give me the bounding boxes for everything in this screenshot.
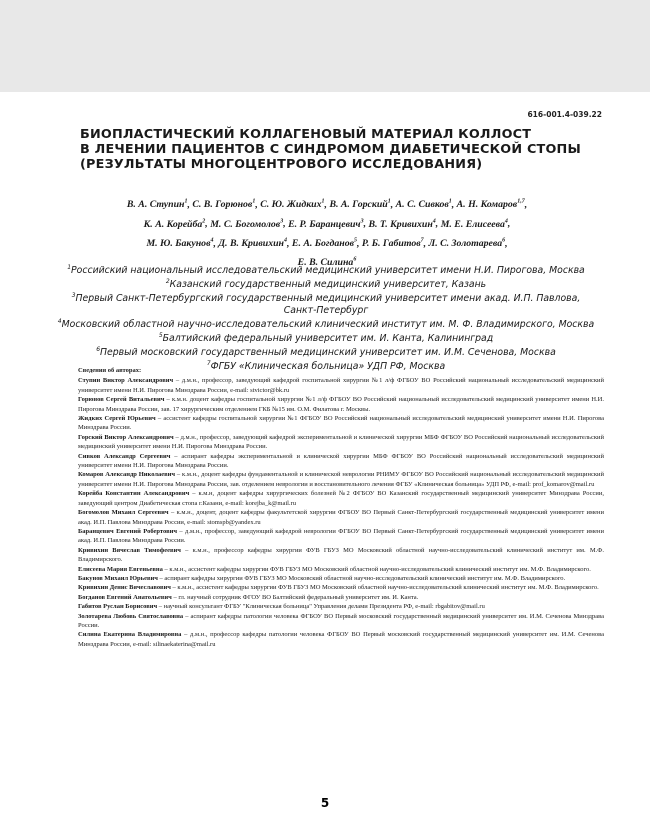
author-name: В. А. Ступин xyxy=(126,199,185,211)
author-info-entry xyxy=(78,527,604,546)
author xyxy=(396,199,452,210)
author-info-entry xyxy=(78,565,604,574)
author-name: С. В. Горюнов xyxy=(192,199,253,211)
author-info-text: – д.м.н., профессор, заведующий кафедрой экспериментальной и клинической хирургии МБФ ФГБОУ ВО Российский национальный исследовательский медицинский университет имени Н.И. Пирогова Минздрава России. xyxy=(78,433,605,451)
author-name: Д. В. Кривихин xyxy=(218,237,284,249)
author-name: Р. Б. Габитов xyxy=(361,237,421,249)
author-info-name: Елисеева Мария Евгеньевна xyxy=(78,565,163,573)
author-info-name: Богданов Евгений Анатольевич xyxy=(78,593,172,601)
author-list: В. А. Ступин$^1$, С. В. Горюнов$^1$, С. Ю. Жидких$^1$, В. А. Горский$^1$, А. С. Сивков$^1$, А. Н. Комаров$^{1,7}$, К. А. Корейба$^2$, М. С. Богомолов$^3$, Е. Р. Баранцевич$^3$, В. Т. Кривихин$^4$, М. Е. Елисеева$^4$, М. Ю. Бакунов$^4$, Д. В. Кривихин$^4$, Е. А. Богданов$^5$, Р. Б. Габитов$^7$, Л. С. Золотарева$^6$, Е. В. Силина$^6$ xyxy=(126,199,528,269)
author-info-entry xyxy=(78,376,604,395)
author-name: Е. А. Богданов xyxy=(291,237,354,249)
author-affiliation-index: 4 xyxy=(504,218,508,225)
author-info-name: Кривихин Вячеслав Тимофеевич xyxy=(78,546,181,554)
author xyxy=(288,219,363,230)
author-name: Е. В. Силина xyxy=(297,257,354,269)
author-info-entry xyxy=(78,433,604,452)
author-name: М. Ю. Бакунов xyxy=(146,237,211,249)
affiliation-index: 4 xyxy=(57,317,62,325)
author-name: А. Н. Комаров xyxy=(456,199,518,211)
author-info-entry xyxy=(78,508,604,527)
affiliation-text: ФГБУ «Клиническая больница» УДП РФ, Москва xyxy=(210,361,446,373)
article-title xyxy=(80,127,600,172)
author xyxy=(127,199,188,210)
affiliation-index: 7 xyxy=(206,360,211,368)
author-affiliation-index: 5 xyxy=(353,237,357,244)
author xyxy=(218,238,287,249)
author-info-name: Золотарева Любовь Святославовна xyxy=(78,612,184,620)
author-info-entry xyxy=(78,414,604,433)
author-info-text: – научный консультант ФГБУ "Клиническая больница" Управления делами Президента РФ, e-mail: rbgabitov@mail.ru xyxy=(157,603,485,611)
author-affiliation-index: 7 xyxy=(420,237,424,244)
author-name: В. Т. Кривихин xyxy=(368,218,433,230)
affiliation-text: Московский областной научно-исследовательский клинический институт им. М. Ф. Владимирского, Москва xyxy=(61,318,595,330)
author-info-text: – аспирант кафедры экспериментальной и клинической хирургии МБФ ФГБОУ ВО Российский национальный исследовательский медицинский университет имени Н.И. Пирогова Минздрава России. xyxy=(78,452,604,470)
affiliation-text: Первый московский государственный медицинский университет им. И.М. Сеченова, Москва xyxy=(100,347,556,359)
affiliation-text: Казанский государственный медицинский университет, Казань xyxy=(169,279,487,291)
affiliation-text: Санкт-Петербург xyxy=(283,304,369,316)
affiliation-index: 3 xyxy=(71,292,76,300)
author-info-entry xyxy=(78,452,604,471)
author-info-name: Кривихин Денис Вячеславович xyxy=(78,584,171,592)
author xyxy=(210,219,283,230)
author-info-text: – аспирант кафедры патологии человека ФГБОУ ВО Первый московский государственный медицинский университет им. И.М. Сеченова Минздрава России. xyxy=(78,612,604,629)
affiliation xyxy=(48,276,604,290)
title-line: В ЛЕЧЕНИИ ПАЦИЕНТОВ С СИНДРОМОМ ДИАБЕТИЧЕСКОЙ СТОПЫ xyxy=(80,142,581,157)
author xyxy=(368,219,435,230)
affiliation-text: Первый Санкт-Петербургский государственный медицинский университет имени акад. И.П. Павлова, xyxy=(75,293,581,305)
author-affiliation-index: 1 xyxy=(448,199,452,205)
affiliations xyxy=(48,262,604,372)
author-info-entry xyxy=(78,593,604,602)
affiliation xyxy=(48,305,604,316)
author-info-name: Баранцевич Евгений Робертович xyxy=(78,527,178,535)
affiliation xyxy=(48,290,604,304)
author-affiliation-index: 3 xyxy=(360,218,364,225)
author xyxy=(329,199,390,210)
author-info-name: Горский Виктор Александрович xyxy=(78,433,174,441)
author-info-text: – к.м.н., доцент кафедры фундаментальной и клинической неврологии РНИМУ ФГБОУ ВО Российский национальный исследовательский медицинский университет имени Н.И. Пирогова Минздрава России, зав. отделением неврологии и восстановительного лечения ФГБУ «Клиническая больница» УДП РФ, e-mail: prof_komarov@mail.ru xyxy=(78,471,604,488)
author-name: Л. С. Золотарева xyxy=(428,237,503,249)
affiliation xyxy=(48,262,604,276)
title-line: БИОПЛАСТИЧЕСКИЙ КОЛЛАГЕНОВЫЙ МАТЕРИАЛ КОЛЛОСТ xyxy=(80,127,532,142)
author-info-name: Ступин Виктор Александрович xyxy=(78,377,174,385)
affiliation-index: 5 xyxy=(158,331,163,339)
author-info-name: Жидких Сергей Юрьевич xyxy=(78,415,156,423)
author-info-text: – д.м.н., профессор кафедры патологии человека ФГБОУ ВО Первый московский государственный медицинский университет им. И.М. Сеченова Минздрава России, e-mail: silinaekaterina@mail.ru xyxy=(78,631,604,648)
affiliation xyxy=(48,330,604,344)
author-affiliation-index: 2 xyxy=(202,218,206,225)
author-name: С. Ю. Жидких xyxy=(260,199,322,211)
author-info-text: – ассистент кафедры госпитальной хирургии №1 ФГБОУ ВО Российский национальный исследовательский медицинский университет имени Н.И. Пирогова Минздрава России. xyxy=(78,415,604,432)
author-name: К. А. Корейба xyxy=(143,218,203,230)
author-info-text: – к.м.н., ассистент кафедры хирургии ФУВ ГБУЗ МО Московский областной научно-исследовательский клинический институт им. М.Ф. Владимирского. xyxy=(162,565,591,573)
author-info-name: Комаров Александр Николаевич xyxy=(78,471,176,479)
author-info-entry xyxy=(78,583,604,592)
title-line: (РЕЗУЛЬТАТЫ МНОГОЦЕНТРОВОГО ИССЛЕДОВАНИЯ) xyxy=(80,157,483,172)
author-affiliation-index: 1 xyxy=(387,199,391,205)
author-info-text: – к.м.н. доцент кафедры госпитальной хирургии №1 л/ф ФГБОУ ВО Российский национальный исследовательский медицинский университет имени Н.И. Пирогова Минздрава России, зав. 17 хирургическим отделением ГКБ №15 им. О.М. Филатова г. Москвы. xyxy=(78,396,604,413)
author-info-text: – гл. научный сотрудник ФГОУ ВО Балтийский федеральный университет им. И. Канта. xyxy=(171,593,419,601)
author-info-name: Корейба Константин Александрович xyxy=(78,490,190,498)
udc-code: 616-001.4-039.22 xyxy=(527,110,602,119)
author-name: М. С. Богомолов xyxy=(210,218,281,230)
author-affiliation-index: 4 xyxy=(432,218,436,225)
author-info-text: – к.м.н., ассистент кафедры хирургии ФУВ ГБУЗ МО Московский областной научно-исследовательский клинический институт им. М.Ф. Владимирского. xyxy=(170,584,599,592)
author xyxy=(457,199,525,210)
author-affiliation-index: 1 xyxy=(184,199,188,205)
author-name: М. Е. Елисеева xyxy=(440,218,505,230)
author-info-name: Богомолов Михаил Сергеевич xyxy=(78,509,169,517)
author xyxy=(429,238,506,249)
affiliation-index: 1 xyxy=(67,264,72,271)
author-affiliation-index: 4 xyxy=(210,237,214,244)
author xyxy=(146,238,213,249)
author-info-entry xyxy=(78,546,604,565)
author-affiliation-index: 1,7 xyxy=(517,199,525,205)
author-info-entry xyxy=(78,574,604,583)
author-affiliation-index: 1 xyxy=(252,199,256,205)
author-affiliation-index: 6 xyxy=(502,237,506,244)
author-affiliation-index: 1 xyxy=(321,199,325,205)
author-info-entry xyxy=(78,630,604,649)
affiliation-index: 6 xyxy=(96,346,101,354)
author xyxy=(144,219,206,230)
affiliation-index: 2 xyxy=(165,278,170,286)
author xyxy=(441,219,508,230)
author xyxy=(292,238,357,249)
affiliation-text: Российский национальный исследовательский медицинский университет имени Н.И. Пирогова, Москва xyxy=(71,265,585,277)
author-info-entries xyxy=(78,376,604,649)
affiliation xyxy=(48,316,604,330)
author-name: В. А. Горский xyxy=(329,199,388,211)
author-info-text: – к.м.н., профессор кафедры хирургии ФУВ ГБУЗ МО Московский областной научно-исследовательский клинический институт им. М.Ф. Владимирского. xyxy=(78,546,605,564)
author-info-name: Горюнов Сергей Витальевич xyxy=(78,396,165,404)
author-info-text: – д.м.н., профессор, заведующий кафедрой госпитальной хирургии №1 л/ф ФГБОУ ВО Российский национальный исследовательский медицинский университет имени Н.И. Пирогова Минздрава России, e-mail: stvictor@bk.ru xyxy=(78,377,604,394)
author-info-entry xyxy=(78,470,604,489)
author-info xyxy=(78,366,604,649)
author-info-entry xyxy=(78,602,604,611)
author-affiliation-index: 4 xyxy=(284,237,287,244)
author xyxy=(362,238,424,249)
author-info-entry xyxy=(78,489,604,508)
author-name: Е. Р. Баранцевич xyxy=(288,218,361,230)
affiliation-text: Балтийский федеральный университет им. И. Канта, Калининград xyxy=(162,332,494,344)
author-info-text: – к.м.н., доцент, доцент кафедры факультетской хирургии ФГБОУ ВО Первый Санкт-Петербургский государственный медицинский университет имени акад. И.П. Павлова Минздрава России, e-mail: stomspb@yandex.ru xyxy=(78,509,604,526)
author-name: А. С. Сивков xyxy=(395,199,449,211)
author xyxy=(260,199,324,210)
author-info-entry xyxy=(78,612,604,631)
author-info-name: Бакунов Михаил Юрьевич xyxy=(78,574,158,582)
author-info-heading: Сведения об авторах: xyxy=(78,367,142,374)
author-info-text: – д.м.н., профессор, заведующий кафедрой неврологии ФГБОУ ВО Первый Санкт-Петербургский государственный медицинский университет имени акад. И.П. Павлова Минздрава России. xyxy=(78,527,604,545)
author-info-name: Силина Екатерина Владимировна xyxy=(78,631,182,639)
author-info-entry xyxy=(78,395,604,414)
author-affiliation-index: 3 xyxy=(280,218,284,225)
author-info-text: – к.м.н, доцент кафедры хирургических болезней №2 ФГБОУ ВО Казанский государственный медицинский университет Минздрава России, заведующий центром Диабетическая стопа г.Казани, e-mail: korejba_k@mail.ru xyxy=(78,490,604,507)
page-number: 5 xyxy=(320,796,330,810)
affiliation xyxy=(48,344,604,358)
author-info-name: Габитов Руслан Борисович xyxy=(78,603,158,611)
author-affiliation-index: 6 xyxy=(353,256,357,263)
author-info-name: Сивков Александр Сергеевич xyxy=(78,452,171,460)
author-info-text: – аспирант кафедры хирургии ФУВ ГБУЗ МО Московский областной научно-исследовательский клинический институт им. М.Ф. Владимирского. xyxy=(157,574,566,582)
author xyxy=(192,199,255,210)
